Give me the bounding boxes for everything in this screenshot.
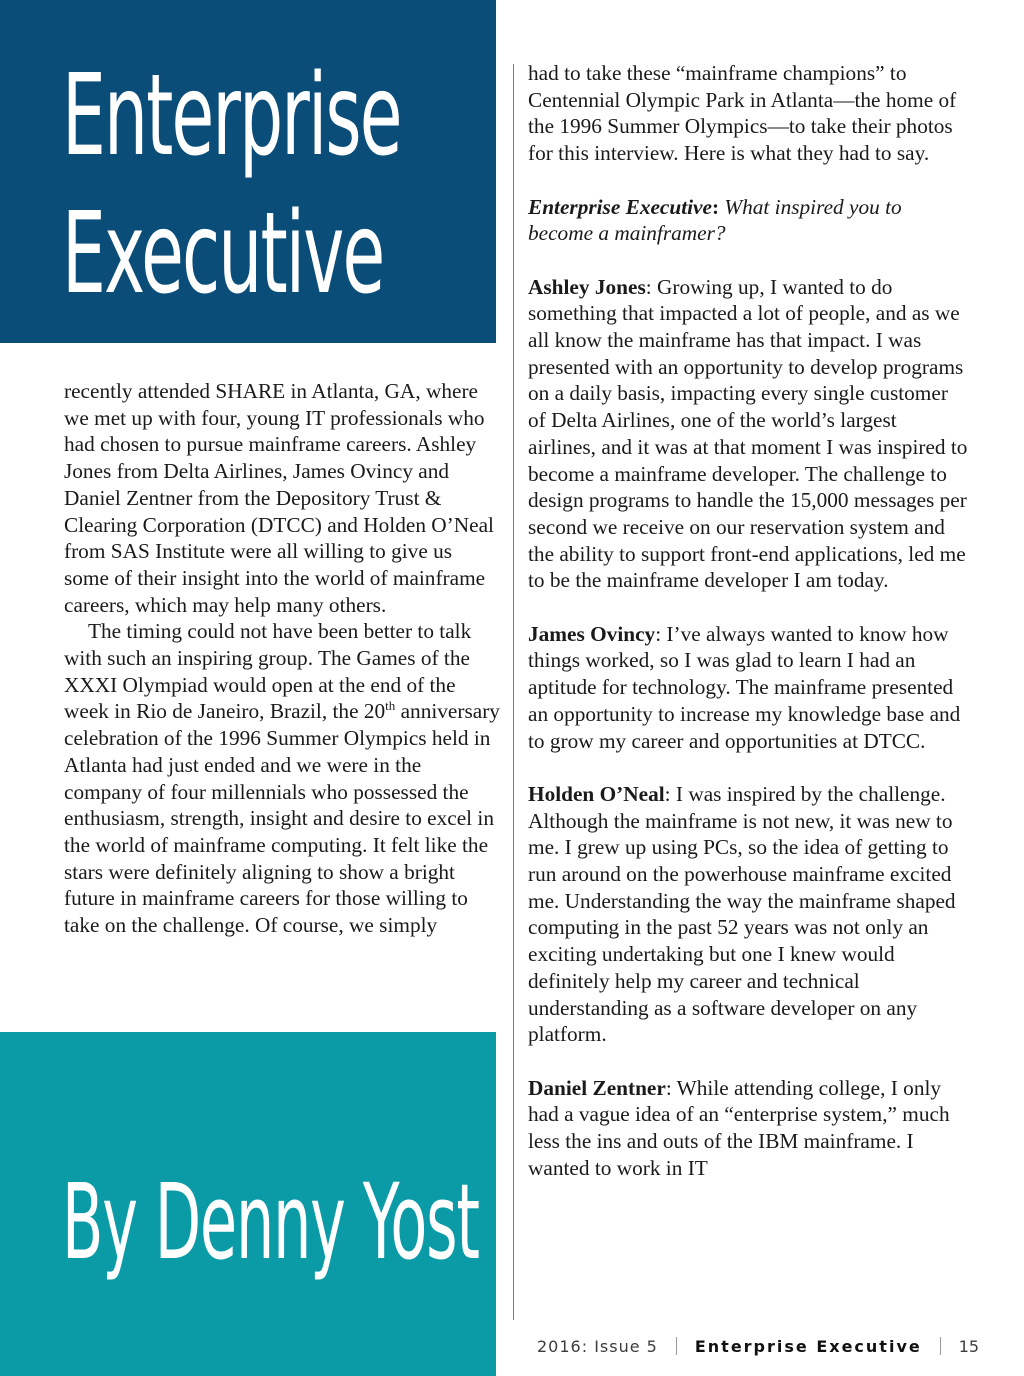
column-divider bbox=[513, 64, 514, 1320]
page-number: 15 bbox=[958, 1336, 980, 1356]
answer-holden-oneal bbox=[528, 781, 968, 1048]
byline-block bbox=[0, 1032, 496, 1376]
answer-ashley-jones bbox=[528, 274, 968, 594]
author-byline: By Denny Yost bbox=[62, 1161, 479, 1283]
masthead-title-block bbox=[0, 0, 496, 343]
footer-issue: 2016: Issue 5 bbox=[537, 1336, 658, 1356]
answer-text: : While attending college, I only had a vague idea of an “enterprise system,” much less the ins and outs of the IBM mainframe. I wanted to work in IT bbox=[528, 1075, 950, 1180]
answer-daniel-zentner bbox=[528, 1075, 968, 1182]
left-column bbox=[64, 378, 500, 939]
answer-text: : I’ve always wanted to know how things worked, so I was glad to learn I had an aptitude for technology. The mainframe presented an opportunity to increase my knowledge base and to grow my career and opportunities at DTCC. bbox=[528, 621, 961, 753]
answer-james-ovincy bbox=[528, 621, 968, 755]
answer-text: : Growing up, I wanted to do something that impacted a lot of people, and as we all know the mainframe has that impact. I was presented with an opportunity to develop programs on a daily basis, impacting every single customer of Delta Airlines, one of the world’s largest airlines, and it was at that moment I was inspired to become a mainframe developer. The challenge to design programs to handle the 15,000 messages per second we receive on our reservation system and the ability to support front-end applications, led me to be the mainframe developer I am today. bbox=[528, 274, 968, 593]
question-speaker: Enterprise Executive bbox=[528, 194, 712, 219]
answer-text: : I was inspired by the challenge. Although the mainframe is not new, it was new to me. I grew up using PCs, so the idea of getting to run around on the powerhouse mainframe excited me. Understanding the way the mainframe shaped computing in the past 52 years was not only an exciting undertaking but one I knew would definitely help my career and technical understanding as a software developer on any platform. bbox=[528, 781, 956, 1047]
speaker-name: Daniel Zentner bbox=[528, 1075, 666, 1100]
left-paragraph-2-end: anniversary celebration of the 1996 Summer Olympics held in Atlanta had just ended and we were in the company of four millennials who possessed the enthusiasm, strength, insight and desire to excel in the world of mainframe computing. It felt like the stars were definitely aligning to show a bright future in mainframe careers for those willing to take on the challenge. Of course, we simply bbox=[64, 699, 500, 938]
speaker-name: Ashley Jones bbox=[528, 274, 646, 299]
footer-separator bbox=[676, 1337, 677, 1355]
footer-magazine-name: Enterprise Executive bbox=[694, 1336, 922, 1356]
speaker-name: James Ovincy bbox=[528, 621, 656, 646]
right-column bbox=[528, 60, 968, 1181]
speaker-name: Holden O’Neal bbox=[528, 781, 665, 806]
left-paragraph-2 bbox=[64, 618, 500, 938]
question-text: What inspired you to become a mainframer? bbox=[528, 194, 902, 246]
footer-separator bbox=[940, 1337, 941, 1355]
masthead-title-line-2: Executive bbox=[62, 189, 384, 319]
intro-paragraph: had to take these “mainframe champions” to Centennial Olympic Park in Atlanta—the home of the 1996 Summer Olympics—to take their photos for this interview. Here is what they had to say. bbox=[528, 61, 957, 166]
left-paragraph-2-start: The timing could not have been better to talk with such an inspiring group. The Games of the XXXI Olympiad would open at the end of the week in Rio de Janeiro, Brazil, the 20 bbox=[64, 619, 472, 724]
page-footer bbox=[537, 1334, 979, 1358]
question-colon: : bbox=[711, 194, 725, 219]
masthead-title-line-1: Enterprise bbox=[62, 51, 401, 181]
interview-question bbox=[528, 194, 968, 247]
ordinal-superscript: th bbox=[385, 698, 396, 714]
left-paragraph-1: recently attended SHARE in Atlanta, GA, where we met up with four, young IT professionals who had chosen to pursue mainframe careers. Ashley Jones from Delta Airlines, James Ovincy and Daniel Zentner from the Depository Trust & Clearing Corporation (DTCC) and Holden O’Neal from SAS Institute were all willing to give us some of their insight into the world of mainframe careers, which may help many others. bbox=[64, 379, 494, 617]
